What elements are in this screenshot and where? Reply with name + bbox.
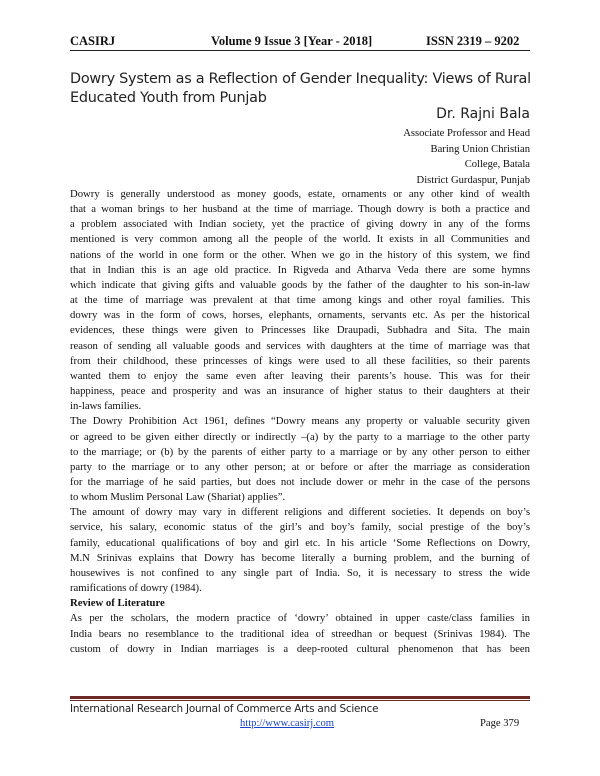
- text-line: happiness, peace and prosperity and was an insurance of higher status to their daughters at their: [70, 385, 530, 398]
- text-line: nations of the world in one form or the other. When we go in the history of this system, we find: [70, 248, 530, 261]
- header-journal-name: CASIRJ: [70, 34, 116, 48]
- section-heading-review: Review of Literature: [70, 597, 165, 610]
- text-line: that a woman brings to her husband at the time of marriage. Though dowry is both a practice and: [70, 203, 530, 216]
- footer-journal-name: International Research Journal of Commerce Arts and Science: [70, 703, 379, 715]
- paragraph-dowry-act: [70, 414, 530, 505]
- text-line: The amount of dowry may vary in different religions and different societies. It depends on boy’s: [70, 506, 530, 519]
- author-name: Dr. Rajni Bala: [436, 106, 530, 122]
- text-line: that in Indian this is an age old practice. In Rigveda and Atharva Veda there are some hymns: [70, 263, 530, 276]
- text-line: mentioned is very common among all the people of the world. It exists in all Communities and: [70, 233, 530, 246]
- text-line: As per the scholars, the modern practice of ‘dowry’ obtained in upper caste/class families in: [70, 612, 530, 625]
- text-line: dowry was in the form of cows, horses, elephants, ornaments, servants etc. As per the historical: [70, 309, 530, 322]
- footer-rule-thin: [70, 700, 530, 701]
- text-line: party to the marriage or to any other person; at or before or after the marriage as consideration: [70, 460, 530, 473]
- affiliation-line: District Gurdaspur, Punjab: [416, 174, 530, 186]
- text-line: M.N Srinivas explains that Dowry has become literally a burning problem, and the burning of: [70, 551, 530, 564]
- text-line: which indicate that giving gifts and valuable goods by the father of the daughter to his son-in-law: [70, 278, 530, 291]
- text-line: evidences, these things were given to Princesses like Draupadi, Subhadra and Sita. The main: [70, 324, 530, 337]
- header-rule: [70, 50, 530, 51]
- text-line: to whom Muslim Personal Law (Shariat) applies”.: [70, 491, 286, 504]
- article-title: [70, 70, 540, 108]
- header-volume-issue: Volume 9 Issue 3 [Year - 2018]: [211, 34, 373, 48]
- text-line: Dowry is generally understood as money goods, estate, ornaments or any other kind of wealth: [70, 188, 530, 200]
- text-line: a problem associated with Indian society, yet the practice of giving dowry in any of the forms: [70, 218, 530, 231]
- text-line: service, his salary, economic status of the girl’s and boy’s family, social prestige of the boy’s: [70, 521, 530, 534]
- running-header: [70, 34, 530, 50]
- paragraph-introduction: [70, 187, 530, 414]
- text-line: or agreed to be given either directly or indirectly –(a) by the party to a marriage to the other party: [70, 430, 530, 443]
- footer-rule-thick: [70, 696, 530, 699]
- article-body: [70, 187, 530, 657]
- text-line: in-laws families.: [70, 400, 142, 413]
- header-issn: ISSN 2319 – 9202: [426, 34, 520, 48]
- affiliation-line: College, Batala: [464, 159, 530, 170]
- page-number: Page 379: [480, 718, 520, 729]
- paragraph-amount: [70, 505, 530, 596]
- affiliation-line: Baring Union Christian: [430, 143, 530, 155]
- text-line: custom of dowry in Indian marriages is a deep-rooted cultural phenomenon that has been: [70, 642, 530, 655]
- text-line: wanted them to enjoy the same even after leaving their parents’s house. This was for their: [70, 369, 530, 382]
- text-line: at the time of marriage was prevalent at that time among kings and other royal families. This: [70, 294, 530, 307]
- paragraph-review: [70, 611, 530, 656]
- title-line: Dowry System as a Reflection of Gender Inequality: Views of Rural: [70, 71, 531, 87]
- text-line: family, educational qualifications of boy and girl etc. In his article ‘Some Reflections on Dowry,: [70, 536, 530, 549]
- text-line: housewives is not confined to any single part of India. So, it is necessary to stress the wide: [70, 566, 530, 579]
- text-line: to the marriage; or (b) by the parents of either party to a marriage or by any other person to either: [70, 445, 530, 458]
- text-line: reason of sending all valuable goods and services with daughters at the time of marriage was that: [70, 339, 530, 352]
- title-line: Educated Youth from Punjab: [70, 90, 267, 106]
- text-line: for the marriage of he said parties, but does not include dower or mehr in the case of the persons: [70, 475, 530, 488]
- affiliation-line: Associate Professor and Head: [403, 128, 530, 139]
- text-line: ramifications of dowry (1984).: [70, 582, 202, 595]
- text-line: The Dowry Prohibition Act 1961, defines “Dowry means any property or valuable security given: [70, 415, 530, 428]
- footer-website-link[interactable]: http://www.casirj.com: [240, 718, 335, 729]
- author-affiliation: [230, 126, 530, 188]
- text-line: from their childhood, these princesses of kings were used to all these facilities, so their parents: [70, 354, 530, 367]
- text-line: India bears no resemblance to the traditional idea of streedhan or bequest (Srinivas 1984). The: [70, 627, 530, 640]
